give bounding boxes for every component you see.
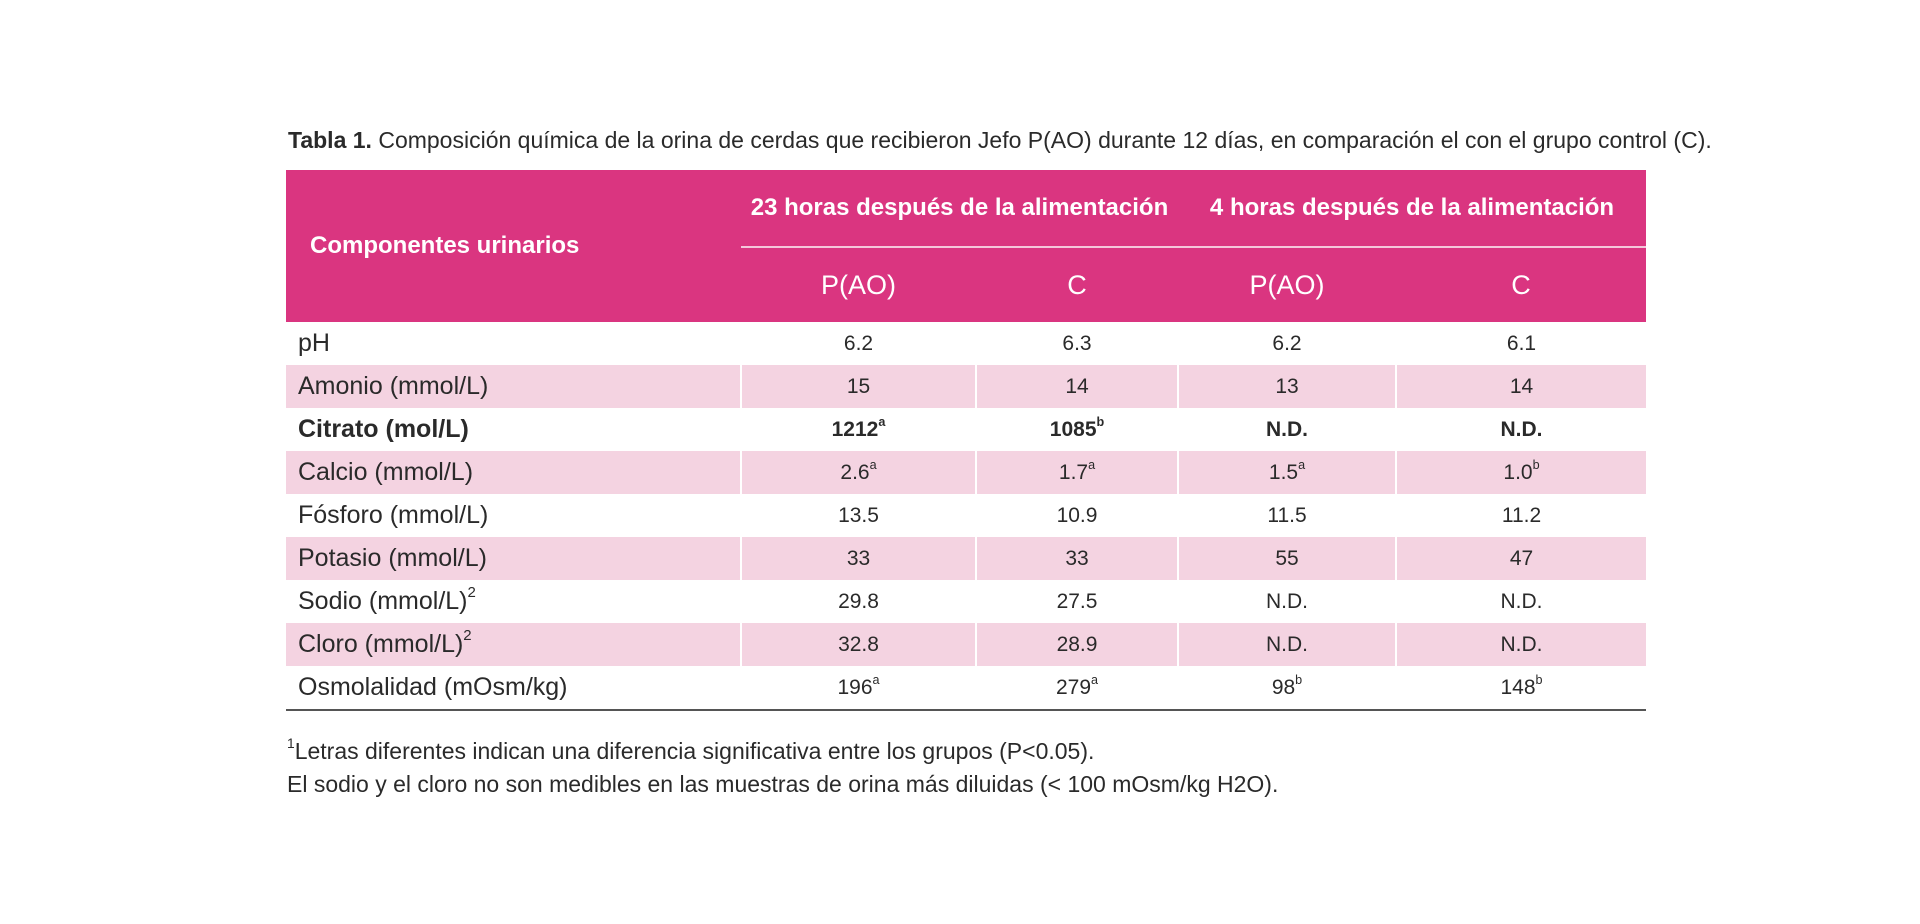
table-cell	[1178, 408, 1396, 451]
cell-value: 29.8	[838, 589, 879, 613]
row-label-text: Fósforo (mmol/L)	[298, 501, 489, 529]
row-label	[286, 666, 741, 710]
cell-value: 2.6	[840, 460, 870, 484]
row-label	[286, 580, 741, 623]
cell-value: 14	[1509, 374, 1534, 398]
table-cell	[741, 451, 976, 494]
cell-value: 98	[1271, 675, 1296, 699]
table-row	[286, 580, 1646, 623]
cell-value: 1085	[1049, 417, 1097, 441]
footnote-text: Letras diferentes indican una diferencia significativa entre los grupos (P<0.05).	[294, 738, 1095, 764]
cell-value: 1212	[831, 417, 879, 441]
row-label-text: pH	[298, 329, 330, 357]
table-cell	[1178, 365, 1396, 408]
table-cell	[741, 666, 976, 710]
table-cell	[1178, 537, 1396, 580]
table-cell	[976, 365, 1178, 408]
table-row	[286, 623, 1646, 666]
significance-letter: b	[1096, 414, 1105, 429]
cell-value: 10.9	[1056, 503, 1098, 527]
table-cell	[741, 365, 976, 408]
cell-value: 196	[837, 675, 873, 699]
caption-label: Tabla 1.	[288, 127, 372, 153]
table-row	[286, 451, 1646, 494]
cell-value: 1.0	[1503, 460, 1533, 484]
footnote-text: El sodio y el cloro no son medibles en las muestras de orina más diluidas (< 100 mOsm/kg H2O).	[287, 771, 1279, 797]
caption-text: Composición química de la orina de cerdas que recibieron Jefo P(AO) durante 12 días, en comparación el con el grupo control (C).	[378, 127, 1712, 153]
cell-value: 1.7	[1058, 460, 1089, 484]
row-label-text: Amonio (mmol/L)	[298, 372, 489, 400]
row-label-text: Sodio (mmol/L)	[298, 587, 468, 615]
row-label	[286, 494, 741, 537]
cell-value: N.D.	[1500, 589, 1543, 613]
table-cell	[1396, 537, 1646, 580]
row-label	[286, 537, 741, 580]
table-cell	[1396, 408, 1646, 451]
cell-value: 15	[846, 374, 871, 398]
cell-value: 1.5	[1268, 460, 1299, 484]
table-cell	[1178, 666, 1396, 710]
urine-composition-table	[286, 170, 1646, 711]
cell-value: 55	[1275, 546, 1299, 570]
column-header-4h-pao: P(AO)	[1178, 247, 1396, 322]
table-cell	[976, 451, 1178, 494]
cell-value: 28.9	[1056, 632, 1098, 656]
table-cell	[1178, 494, 1396, 537]
row-label-text: Potasio (mmol/L)	[298, 544, 487, 572]
cell-value: 6.3	[1062, 331, 1092, 355]
table-cell	[1396, 451, 1646, 494]
table-cell	[1396, 365, 1646, 408]
table-cell	[1178, 322, 1396, 365]
table-row	[286, 666, 1646, 710]
document-content	[286, 126, 1712, 801]
cell-value: 11.5	[1267, 503, 1307, 527]
table-cell	[741, 494, 976, 537]
header-group-row	[286, 170, 1646, 247]
table-cell	[1178, 623, 1396, 666]
significance-letter: a	[1298, 457, 1306, 472]
significance-letter: a	[1091, 672, 1099, 687]
cell-value: 13.5	[838, 503, 879, 527]
column-header-23h-c: C	[976, 247, 1178, 322]
table-cell	[1178, 451, 1396, 494]
cell-value: 32.8	[838, 632, 879, 656]
footnote-marker: 2	[463, 627, 472, 645]
cell-value: N.D.	[1266, 632, 1308, 656]
table-cell	[1396, 322, 1646, 365]
cell-value: N.D.	[1500, 417, 1543, 441]
cell-value: 13	[1275, 374, 1299, 398]
row-label-text: Calcio (mmol/L)	[298, 458, 474, 486]
table-cell	[741, 322, 976, 365]
table-cell	[976, 580, 1178, 623]
group-header-4h: 4 horas después de la alimentación	[1178, 170, 1646, 247]
cell-value: 279	[1055, 675, 1092, 699]
table-cell	[741, 623, 976, 666]
cell-value: N.D.	[1266, 589, 1308, 613]
table-row	[286, 408, 1646, 451]
cell-value: 14	[1065, 374, 1089, 398]
significance-letter: b	[1535, 672, 1543, 687]
table-cell	[1396, 580, 1646, 623]
cell-value: 6.2	[1272, 331, 1302, 355]
table-cell	[976, 408, 1178, 451]
table-row	[286, 322, 1646, 365]
footnote-2	[287, 768, 1646, 801]
significance-letter: b	[1295, 672, 1303, 687]
significance-letter: a	[869, 457, 877, 472]
column-header-23h-pao: P(AO)	[741, 247, 976, 322]
footnote-marker: 1	[287, 736, 295, 752]
significance-letter: a	[878, 414, 886, 429]
table-body	[286, 322, 1646, 710]
table-row	[286, 365, 1646, 408]
table-cell	[741, 537, 976, 580]
table-header	[286, 170, 1646, 322]
cell-value: 33	[1065, 546, 1089, 570]
row-label	[286, 322, 741, 365]
cell-value: N.D.	[1500, 632, 1543, 656]
table-cell	[976, 537, 1178, 580]
table-row	[286, 537, 1646, 580]
significance-letter: a	[872, 672, 880, 687]
significance-letter: b	[1532, 457, 1540, 472]
row-label-text: Cloro (mmol/L)	[298, 630, 464, 658]
cell-value: 47	[1509, 546, 1534, 570]
table-cell	[1396, 623, 1646, 666]
table-cell	[1396, 494, 1646, 537]
row-header: Componentes urinarios	[286, 170, 741, 322]
row-label	[286, 365, 741, 408]
cell-value: 11.2	[1501, 503, 1542, 527]
cell-value: 33	[846, 546, 871, 570]
table-cell	[741, 580, 976, 623]
table-cell	[976, 623, 1178, 666]
table-cell	[741, 408, 976, 451]
table-row	[286, 494, 1646, 537]
row-label-text: Citrato (mol/L)	[298, 415, 469, 443]
footnotes	[286, 735, 1646, 801]
table-cell	[1396, 666, 1646, 710]
table-cell	[1178, 580, 1396, 623]
group-header-23h: 23 horas después de la alimentación	[741, 170, 1178, 247]
row-label	[286, 408, 741, 451]
table-cell	[976, 494, 1178, 537]
row-label-text: Osmolalidad (mOsm/kg)	[298, 673, 568, 701]
table-caption	[288, 126, 1712, 154]
table-cell	[976, 666, 1178, 710]
row-label	[286, 623, 741, 666]
cell-value: 27.5	[1056, 589, 1098, 613]
footnote-marker: 2	[467, 584, 476, 602]
row-label	[286, 451, 741, 494]
cell-value: 6.1	[1506, 331, 1537, 355]
significance-letter: a	[1088, 457, 1096, 472]
footnote-1	[287, 735, 1646, 768]
cell-value: 6.2	[843, 331, 874, 355]
cell-value: 148	[1500, 675, 1536, 699]
table-cell	[976, 322, 1178, 365]
cell-value: N.D.	[1266, 417, 1308, 441]
column-header-4h-c: C	[1396, 247, 1646, 322]
